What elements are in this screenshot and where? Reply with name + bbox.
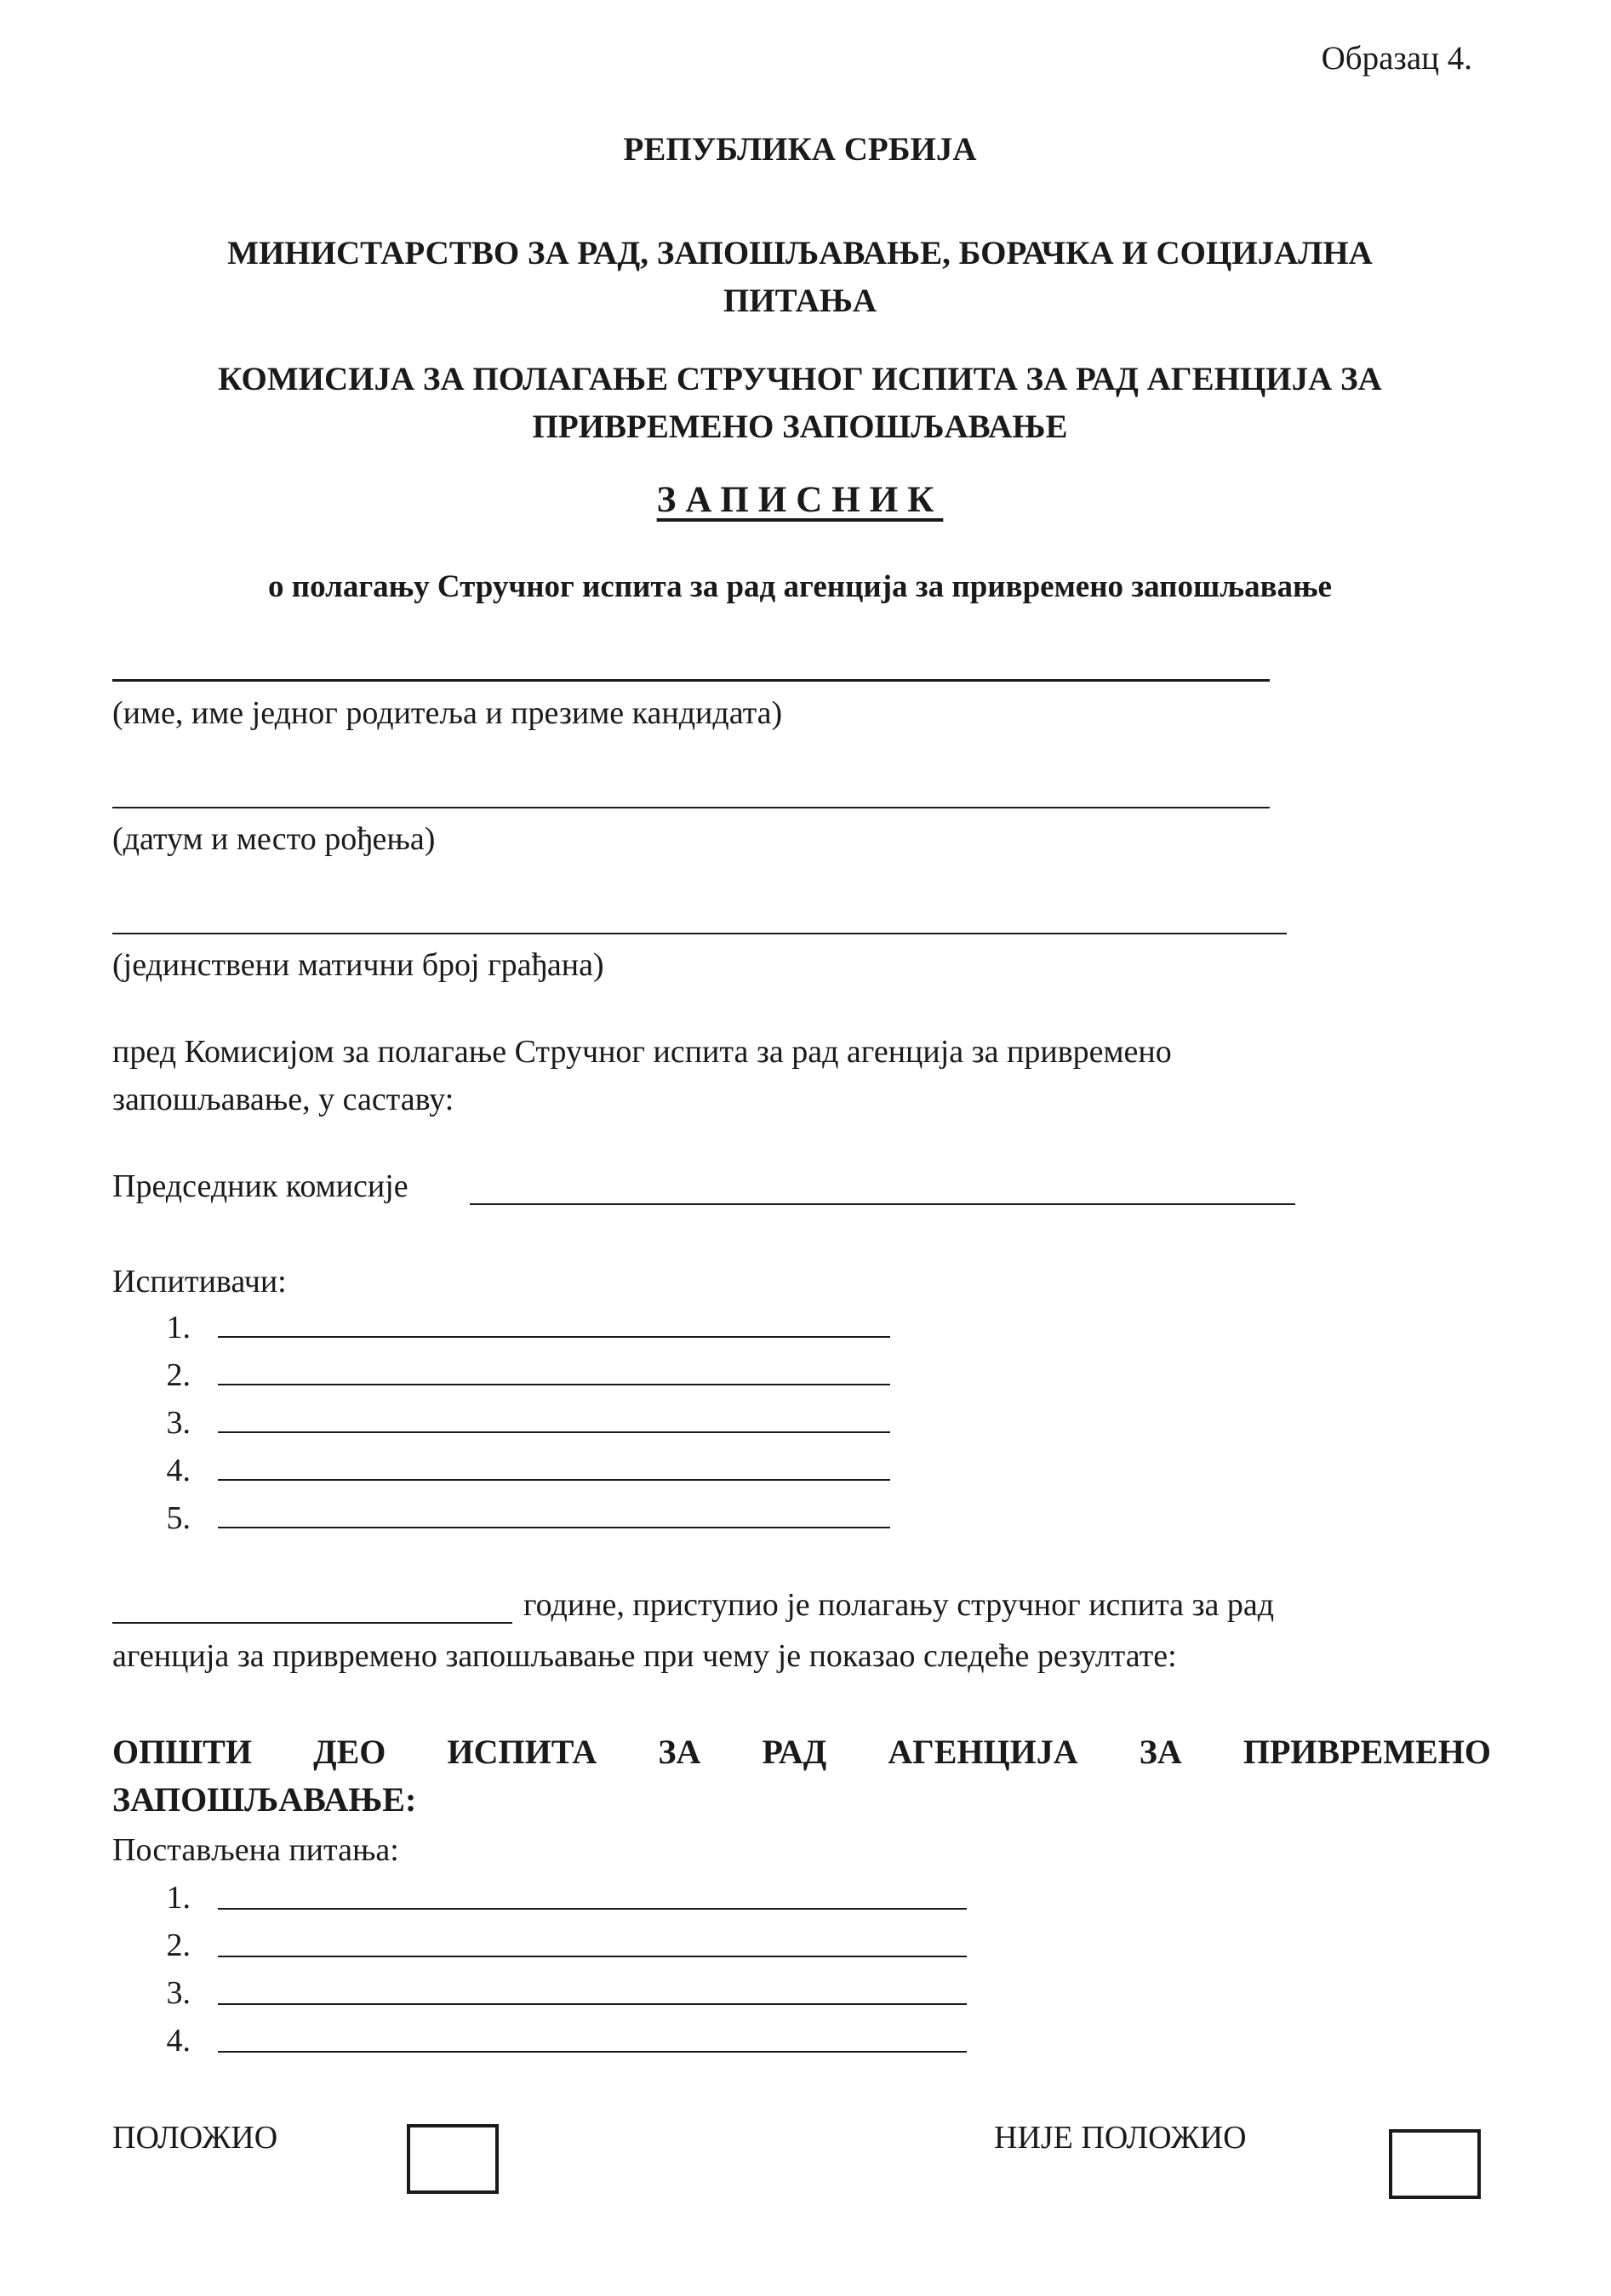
exam-date-field[interactable] — [112, 1622, 512, 1624]
examiner-field[interactable] — [218, 1384, 890, 1385]
candidate-name-field[interactable] — [112, 679, 1270, 682]
questions-label: Постављена питања: — [112, 1832, 399, 1868]
question-number: 4. — [166, 2023, 191, 2059]
passed-checkbox[interactable] — [407, 2124, 499, 2194]
candidate-name-caption: (име, име једног родитеља и презиме кандидата) — [112, 695, 783, 731]
question-number: 2. — [166, 1928, 191, 1963]
exam-record-form — [94, 31, 1506, 2209]
passed-label: ПОЛОЖИО — [112, 2120, 278, 2156]
question-field[interactable] — [218, 2003, 967, 2005]
examiner-number: 5. — [166, 1500, 191, 1536]
republic-heading: РЕПУБЛИКА СРБИЈА — [623, 131, 977, 168]
heading-word: АГЕНЦИЈА — [888, 1733, 1078, 1771]
question-number: 3. — [166, 1975, 191, 2011]
general-part-heading — [112, 1728, 1491, 1777]
president-field[interactable] — [470, 1203, 1295, 1205]
heading-word: ДЕО — [313, 1733, 386, 1771]
examiner-field[interactable] — [218, 1336, 890, 1338]
heading-word: ЗА — [1139, 1733, 1182, 1771]
record-title-wrap — [94, 477, 1506, 525]
examiner-field[interactable] — [218, 1479, 890, 1481]
commission-heading: КОМИСИЈА ЗА ПОЛАГАЊЕ СТРУЧНОГ ИСПИТА ЗА РАД АГЕНЦИЈА ЗА ПРИВРЕМЕНО ЗАПОШЉАВАЊЕ — [218, 361, 1382, 445]
attendance-text-line1: године, приступио је полагању стручног испита за рад — [523, 1587, 1275, 1623]
citizen-id-caption: (јединствени матични број грађана) — [112, 947, 604, 983]
heading-word: ПРИВРЕМЕНО — [1243, 1733, 1491, 1771]
president-label: Председник комисије — [112, 1168, 408, 1204]
heading-word: ЗА — [658, 1733, 701, 1771]
ministry-heading: МИНИСТАРСТВО ЗА РАД, ЗАПОШЉАВАЊЕ, БОРАЧКА И СОЦИЈАЛНА ПИТАЊА — [227, 235, 1373, 319]
heading-word: ОПШТИ — [112, 1733, 252, 1771]
citizen-id-field[interactable] — [112, 933, 1287, 934]
commission-intro: пред Комисијом за полагање Стручног испита за рад агенција за привремено запошљавање, у саставу: — [112, 1034, 1172, 1117]
examiner-field[interactable] — [218, 1527, 890, 1528]
question-number: 1. — [166, 1880, 191, 1916]
question-field[interactable] — [218, 1956, 967, 1957]
examiner-number: 3. — [166, 1405, 191, 1441]
examiner-number: 4. — [166, 1453, 191, 1488]
examiner-number: 1. — [166, 1310, 191, 1345]
form-number: Образац 4. — [1321, 40, 1472, 77]
failed-label: НИЈЕ ПОЛОЖИО — [994, 2120, 1247, 2156]
birth-date-place-field[interactable] — [112, 807, 1270, 808]
birth-date-place-caption: (датум и место рођења) — [112, 821, 436, 857]
attendance-text-line2: агенција за привремено запошљавање при чему је показао следеће резултате: — [112, 1638, 1177, 1674]
general-part-heading-line2: ЗАПОШЉАВАЊЕ: — [112, 1780, 417, 1819]
examiners-label: Испитивачи: — [112, 1264, 287, 1299]
examiner-number: 2. — [166, 1357, 191, 1393]
question-field[interactable] — [218, 1908, 967, 1910]
failed-checkbox[interactable] — [1389, 2129, 1481, 2199]
question-field[interactable] — [218, 2051, 967, 2053]
heading-word: ИСПИТА — [447, 1733, 597, 1771]
record-title: ЗАПИСНИК — [656, 480, 944, 520]
record-subtitle: о полагању Стручног испита за рад агенција за привремено запошљавање — [268, 569, 1332, 604]
examiner-field[interactable] — [218, 1431, 890, 1433]
heading-word: РАД — [762, 1733, 827, 1771]
